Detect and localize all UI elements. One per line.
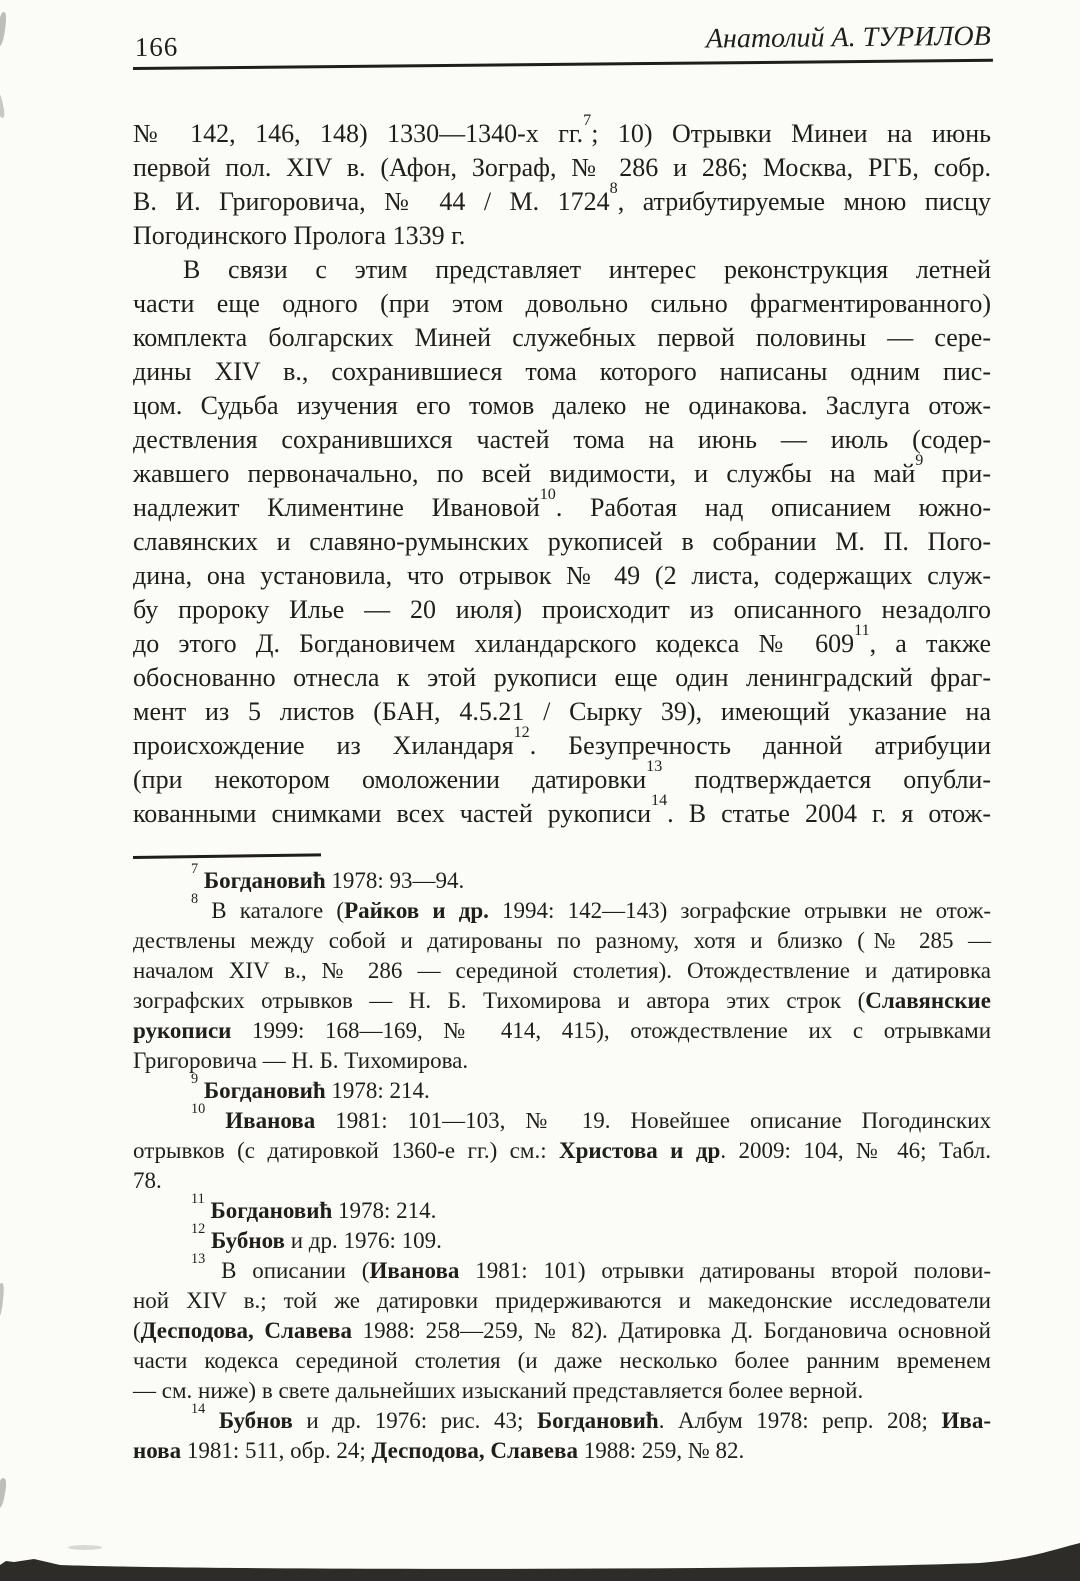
footnote-ref: 14 [651, 792, 668, 810]
footnote-line: рукописи 1999: 168—169, № 414, 415), отождествление их с отрывками [133, 1018, 991, 1043]
footnote-line: Григоровича — Н. Б. Тихомирова. [133, 1048, 469, 1073]
footnote-line: части кодекса серединой столетия (и даже несколько более ранним временем [133, 1348, 991, 1373]
footnote-ref: 10 [191, 1100, 206, 1117]
footnote-line: ной XIV в.; той же датировки придерживаются и македонские исследователи [133, 1288, 991, 1313]
footnote-ref: 8 [609, 180, 618, 198]
footnote-line: $^{10}$ Иванова 1981: 101—103, № 19. Новейшее описание Погодинских [191, 1100, 992, 1133]
footnote-line: $^8$ В каталоге (Райков и др. 1994: 142—143) зографские отрывки не отож- [191, 890, 992, 923]
footnote-line: $^{14}$ Бубнов и др. 1976: рис. 43; Богдановић. Албум 1978: репр. 208; Ива- [191, 1400, 991, 1433]
body-text-line: кованными снимками всех частей рукописи$^{14}$. В статье 2004 г. я отож- [133, 792, 991, 828]
page-number: 166 [134, 31, 179, 62]
footnote-line: нова 1981: 511, обр. 24; Десподова, Славева 1988: 259, № 82. [133, 1438, 745, 1463]
footnote-ref: 13 [646, 758, 663, 776]
footnote-line: $^7$ Богдановић 1978: 93—94. [191, 860, 465, 893]
footnote-ref: 7 [583, 112, 592, 130]
footnote-ref: 14 [191, 1400, 206, 1417]
body-text-line: дествления сохранившихся частей тома на июнь — июль (содер- [133, 425, 991, 454]
footnote-line: 78. [133, 1168, 162, 1193]
footnote-separator [133, 853, 321, 859]
footnote-ref: 11 [854, 622, 870, 640]
body-text-line: до этого Д. Богдановичем хиландарского кодекса № $609^{11}$, а также [133, 622, 991, 658]
body-text [133, 112, 991, 831]
scan-artifact [0, 1478, 8, 1509]
footnote-line: — см. ниже) в свете дальнейших изысканий представляется более верной. [133, 1378, 864, 1403]
footnote-line: (Десподова, Славева 1988: 258—259, № 82). Датировка Д. Богдановича основной [133, 1318, 991, 1343]
body-text-line: славянских и славяно-румынских рукописей в собрании М. П. Пого- [133, 527, 991, 556]
footnote-line: $^9$ Богдановић 1978: 214. [191, 1070, 430, 1103]
footnote-ref: 12 [191, 1220, 206, 1237]
running-head: Анатолий А. ТУРИЛОВ [705, 20, 991, 55]
footnote-line: $^{11}$ Богдановић 1978: 214. [191, 1190, 437, 1223]
scan-bottom-edge [0, 1535, 1080, 1581]
page-header [133, 14, 993, 70]
scan-artifact [0, 12, 7, 47]
scan-artifact [0, 92, 6, 119]
body-text-line: В связи с этим представляет интерес реконструкция летней [183, 255, 991, 284]
footnote-ref: 9 [191, 1070, 199, 1087]
footnote-line: $^{12}$ Бубнов и др. 1976: 109. [191, 1220, 442, 1253]
footnote-ref: 12 [513, 724, 530, 742]
body-text-line: В. И. Григоровича, № 44 / М. 1724$^8$, атрибутируемые мною писцу [133, 180, 991, 216]
body-text-line: цом. Судьба изучения его томов далеко не одинакова. Заслуга отож- [133, 391, 991, 420]
footnote-ref: 13 [191, 1250, 206, 1267]
body-text-line: надлежит Климентине Ивановой$^{10}$. Работая над описанием южно- [133, 486, 991, 522]
footnote-line: отрывков (с датировкой 1360-е гг.) см.: Христова и др. 2009: 104, № 46; Табл. [133, 1138, 991, 1163]
body-text-line: комплекта болгарских Миней служебных первой половины — сере- [133, 323, 991, 352]
footnote-ref: 9 [915, 452, 924, 470]
body-text-line: происхождение из Хиландаря$^{12}$. Безупречность данной атрибуции [133, 724, 991, 760]
footnote-line: $^{13}$ В описании (Иванова 1981: 101) отрывки датированы второй полови- [191, 1250, 992, 1283]
footnote-ref: 7 [191, 860, 199, 877]
body-text-line: мент из 5 листов (БАН, 4.5.21 / Сырку 39), имеющий указание на [133, 697, 991, 726]
header-rule [133, 59, 993, 70]
footnote-line: началом XIV в., № 286 — серединой столетия). Отождествление и датировка [133, 958, 991, 983]
footnote-line: дествлены между собой и датированы по разному, хотя и близко (№ 285 — [133, 928, 991, 953]
scan-artifact [0, 1283, 5, 1317]
body-text-line: первой пол. XIV в. (Афон, Зограф, № 286 и 286; Москва, РГБ, собр. [133, 153, 991, 182]
footnote-line: зографских отрывков — Н. Б. Тихомирова и автора этих строк (Славянские [133, 988, 991, 1013]
body-text-line: Погодинского Пролога 1339 г. [133, 221, 466, 250]
body-text-line: жавшего первоначально, по всей видимости, и службы на май$^9$ при- [133, 452, 991, 488]
body-text-line: обоснованно отнесла к этой рукописи еще один ленинградский фраг- [133, 663, 991, 692]
footnotes [133, 860, 992, 1466]
footnote-ref: 11 [191, 1190, 205, 1207]
footnote-ref: 8 [191, 890, 199, 907]
body-text-line: (при некотором омоложении датировки$^{13}$ подтверждается опубли- [133, 758, 991, 794]
footnote-ref: 10 [539, 486, 556, 504]
body-text-line: дина, она установила, что отрывок № 49 (2 листа, содержащих служ- [133, 561, 991, 590]
body-text-line: № 142, 146, 148) 1330—1340-х гг.$^7$; 10) Отрывки Минеи на июнь [133, 112, 991, 148]
body-text-line: бу пророку Илье — 20 июля) происходит из описанного незадолго [133, 595, 991, 624]
body-text-line: части еще одного (при этом довольно сильно фрагментированного) [133, 289, 991, 318]
body-text-line: дины XIV в., сохранившиеся тома которого написаны одним пис- [133, 357, 991, 386]
